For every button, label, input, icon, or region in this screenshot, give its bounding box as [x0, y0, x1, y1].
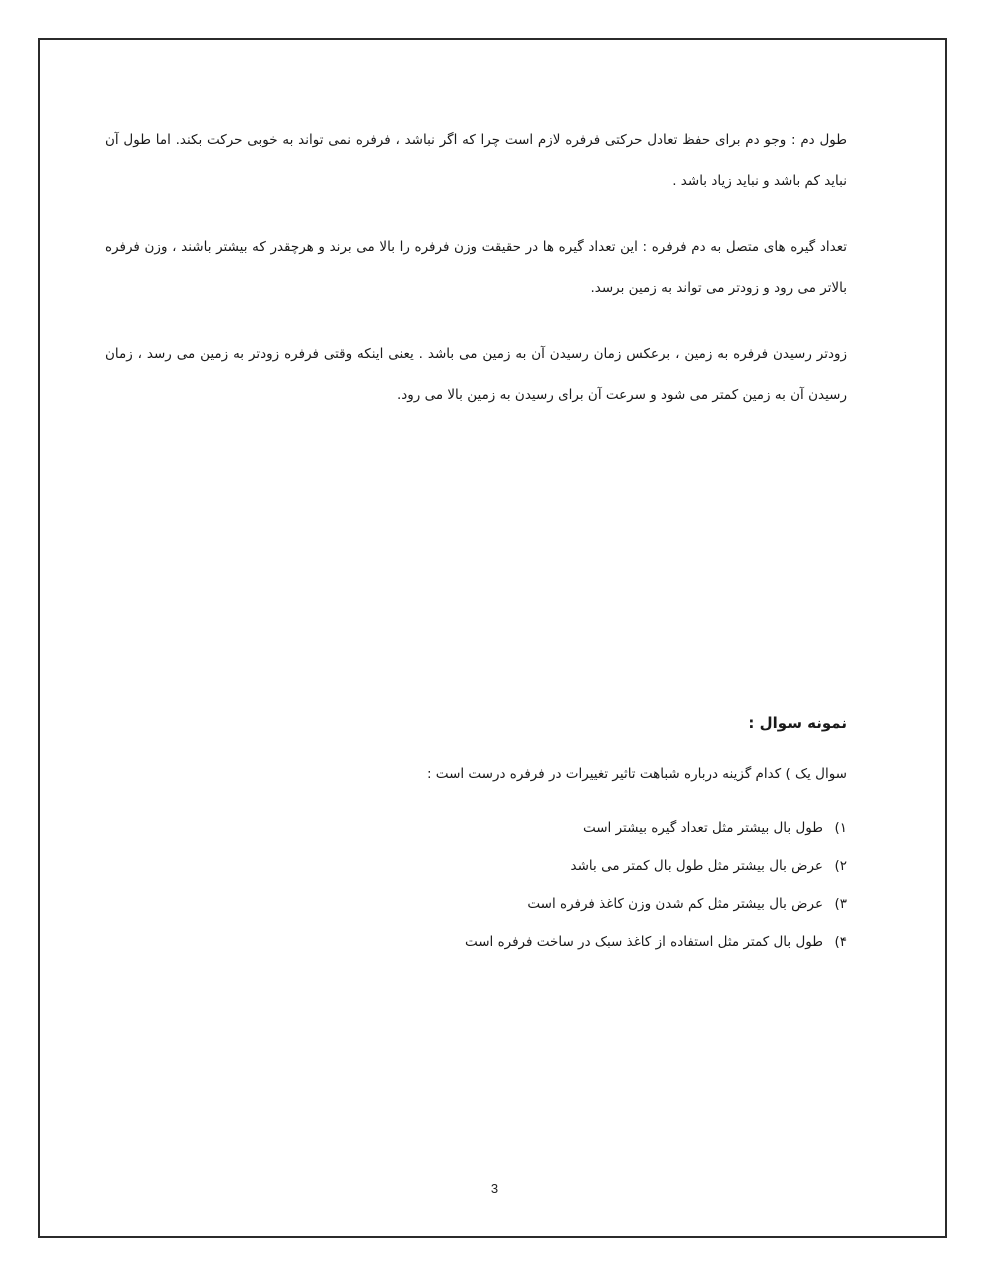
option-number: ۴): [834, 934, 847, 950]
option-text: عرض بال بیشتر مثل طول بال کمتر می باشد: [570, 858, 823, 874]
option-number: ۱): [834, 820, 847, 836]
page-number: 3: [490, 1181, 499, 1196]
paragraph-tail-length: طول دم : وجو دم برای حفظ تعادل حرکتی فرفره لازم است چرا که اگر نباشد ، فرفره نمی تواند به خوبی حرکت بکند. اما طول آن نباید کم باشد و نباید زیاد باشد .: [105, 132, 847, 189]
answer-option: [465, 854, 847, 892]
option-number: ۲): [834, 858, 847, 874]
page-border: [38, 38, 947, 1238]
question-text: سوال یک ) کدام گزینه درباره شباهت تاثیر تغییرات در فرفره درست است :: [426, 766, 847, 782]
answer-option: [465, 816, 847, 854]
answer-options: [465, 816, 847, 968]
paragraph-landing-time: زودتر رسیدن فرفره به زمین ، برعکس زمان رسیدن آن به زمین می باشد . یعنی اینکه وقتی فرفره زودتر به زمین می رسد ، زمان رسیدن آن به زمین کمتر می شود و سرعت آن برای رسیدن به زمین بالا می رود.: [105, 346, 847, 403]
option-text: طول بال بیشتر مثل تعداد گیره بیشتر است: [582, 820, 823, 836]
answer-option: [465, 930, 847, 968]
option-number: ۳): [834, 896, 847, 912]
option-text: عرض بال بیشتر مثل کم شدن وزن کاغذ فرفره است: [527, 896, 823, 912]
answer-option: [465, 892, 847, 930]
sample-question-heading: نمونه سوال :: [748, 714, 847, 732]
option-text: طول بال کمتر مثل استفاده از کاغذ سبک در ساخت فرفره است: [464, 934, 823, 950]
paragraph-clips-count: تعداد گیره های متصل به دم فرفره : این تعداد گیره ها در حقیقت وزن فرفره را بالا می برند و هرچقدر که بیشتر باشند ، وزن فرفره بالاتر می رود و زودتر می تواند به زمین برسد.: [105, 239, 847, 296]
